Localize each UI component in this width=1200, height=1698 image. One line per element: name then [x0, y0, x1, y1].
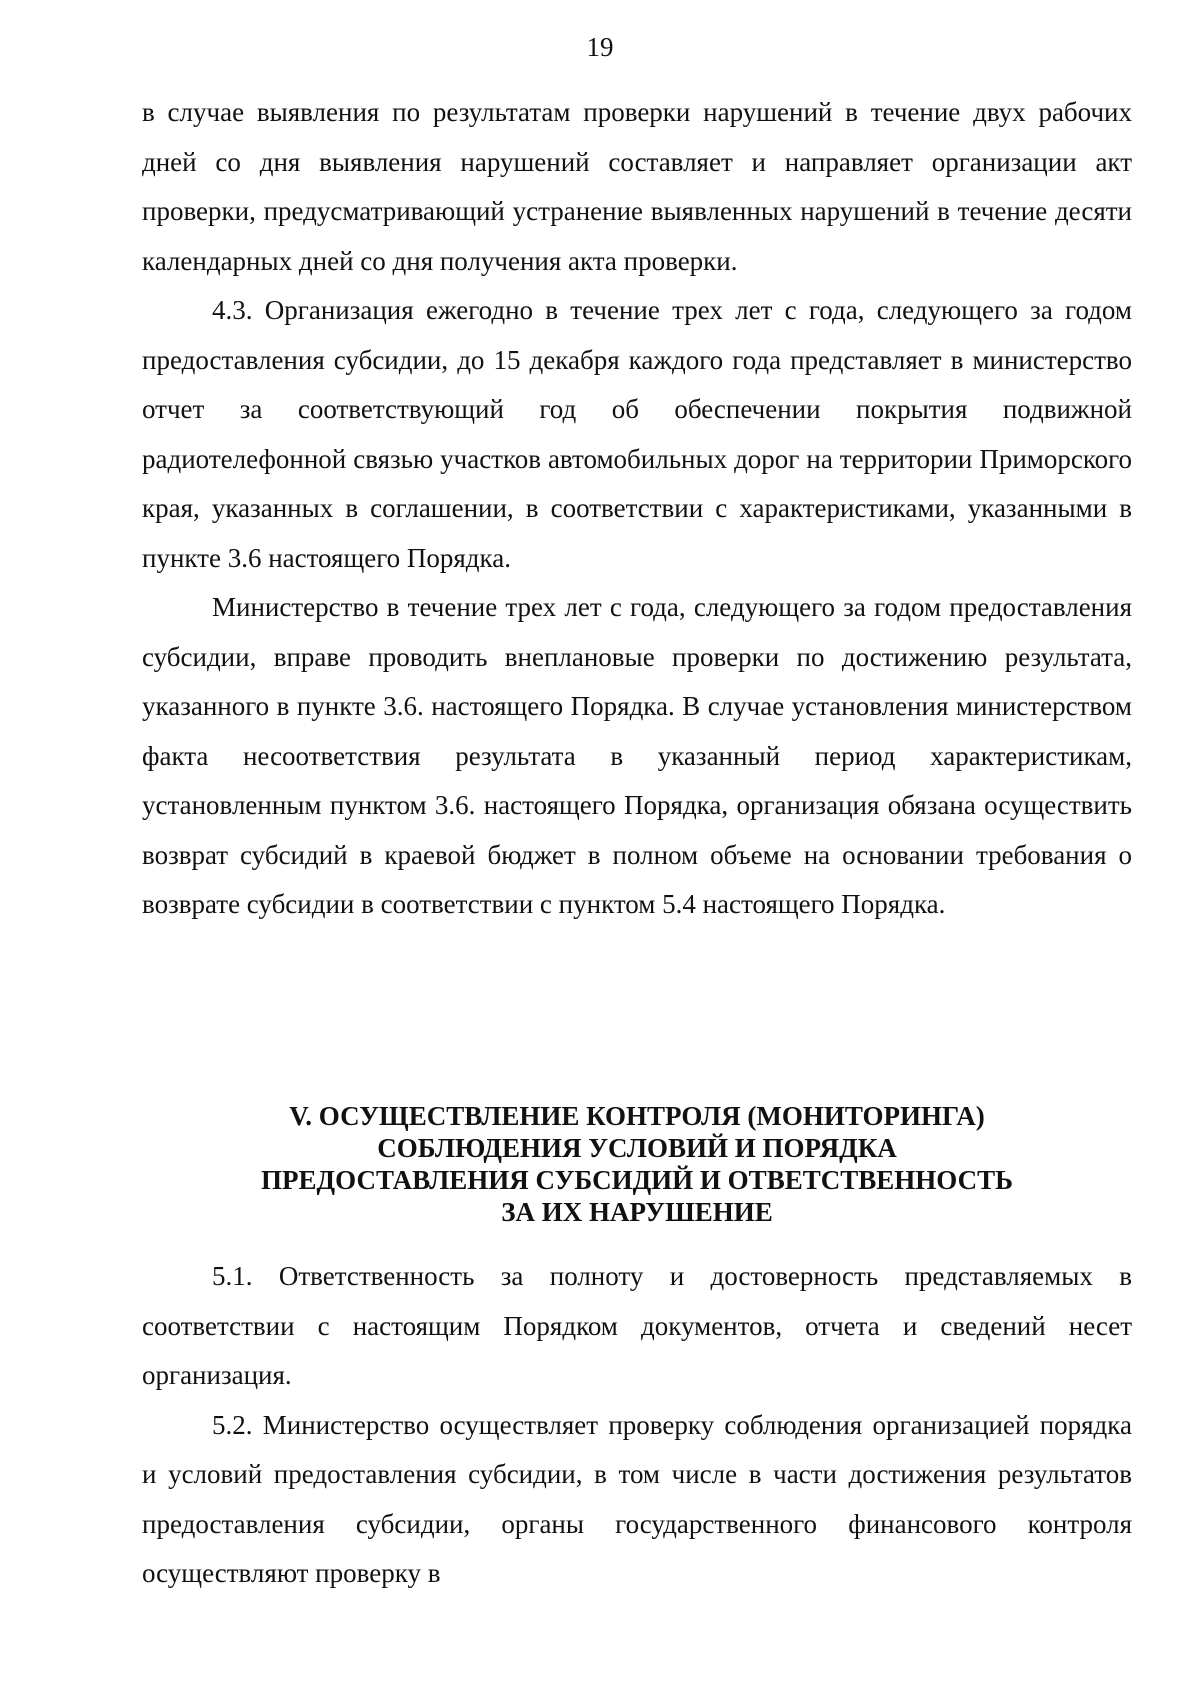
- section-heading-line: ПРЕДОСТАВЛЕНИЯ СУБСИДИЙ И ОТВЕТСТВЕННОСТЬ: [261, 1165, 1013, 1195]
- section-heading-line: ЗА ИХ НАРУШЕНИЕ: [501, 1197, 773, 1227]
- paragraph-5-2: 5.2. Министерство осуществляет проверку соблюдения организацией порядка и условий предоставления субсидии, в том числе в части достижения результатов предоставления субсидии, органы государственного финансового контроля осуществляют проверку в: [142, 1409, 1132, 1588]
- page-number: 19: [586, 32, 614, 62]
- paragraph-ministry-checks: Министерство в течение трех лет с года, следующего за годом предоставления субсидии, вправе проводить внеплановые проверки по достижению результата, указанного в пункте 3.6. настоящего Порядка. В случае установления министерством факта несоответствия результата в указанный период характеристикам, установленным пунктом 3.6. настоящего Порядка, организация обязана осуществить возврат субсидий в краевой бюджет в полном объеме на основании требования о возврате субсидии в соответствии с пунктом 5.4 настоящего Порядка.: [142, 592, 1132, 919]
- paragraph-4-3: 4.3. Организация ежегодно в течение трех лет с года, следующего за годом предоставления субсидии, до 15 декабря каждого года представляет в министерство отчет за соответствующий год об обеспечении покрытия подвижной радиотелефонной связью участков автомобильных дорог на территории Приморского края, указанных в соглашении, в соответствии с характеристиками, указанными в пункте 3.6 настоящего Порядка.: [142, 295, 1132, 573]
- section-heading-line: V. ОСУЩЕСТВЛЕНИЕ КОНТРОЛЯ (МОНИТОРИНГА): [289, 1101, 985, 1131]
- body-text-bottom: [142, 1252, 1132, 1599]
- body-text-top: [142, 88, 1132, 930]
- paragraph-act-of-inspection: в случае выявления по результатам проверки нарушений в течение двух рабочих дней со дня выявления нарушений составляет и направляет организации акт проверки, предусматривающий устранение выявленных нарушений в течение десяти календарных дней со дня получения акта проверки.: [142, 97, 1132, 276]
- section-heading-line: СОБЛЮДЕНИЯ УСЛОВИЙ И ПОРЯДКА: [377, 1133, 897, 1163]
- paragraph-5-1: 5.1. Ответственность за полноту и достоверность представляемых в соответствии с настоящим Порядком документов, отчета и сведений несет организация.: [142, 1261, 1132, 1390]
- section-heading: [142, 1100, 1132, 1228]
